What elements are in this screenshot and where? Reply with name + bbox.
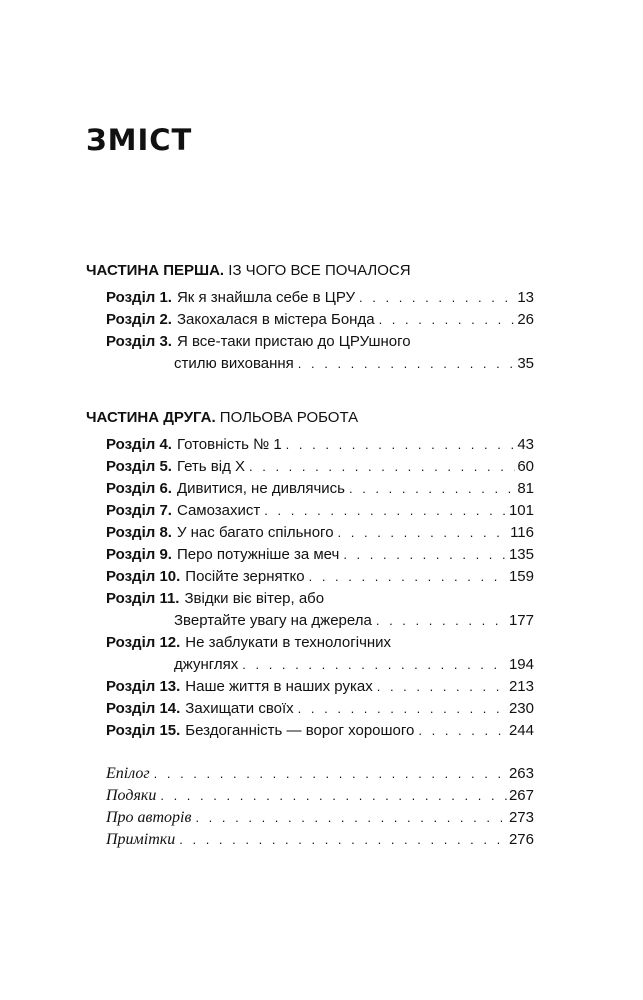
part-heading-number: ЧАСТИНА ПЕРША. bbox=[86, 262, 225, 279]
chapter-title: Дивитися, не дивлячись bbox=[176, 480, 345, 497]
dot-leader bbox=[298, 353, 516, 375]
dot-leader bbox=[349, 478, 515, 500]
chapter-label: Розділ 10. bbox=[106, 568, 181, 585]
page-number: 159 bbox=[508, 568, 534, 585]
part-heading bbox=[86, 261, 411, 281]
part-heading bbox=[86, 408, 358, 428]
chapter-title: Наше життя в наших руках bbox=[185, 678, 373, 695]
page-number: 244 bbox=[508, 722, 534, 739]
chapter-title: Звідки віє вітер, або bbox=[184, 590, 325, 607]
toc-entry[interactable] bbox=[106, 632, 534, 676]
toc-entry[interactable] bbox=[106, 309, 534, 331]
toc-entry-acknowledgements[interactable] bbox=[106, 785, 534, 807]
chapter-title: Самозахист bbox=[176, 502, 261, 519]
page-number: 60 bbox=[517, 458, 534, 475]
toc-entry-epilogue[interactable] bbox=[106, 763, 534, 785]
chapter-title: Захищати своїх bbox=[185, 700, 294, 717]
chapter-label: Розділ 13. bbox=[106, 678, 181, 695]
toc-entry[interactable] bbox=[106, 720, 534, 742]
page-number: 35 bbox=[517, 355, 534, 372]
dot-leader bbox=[249, 456, 515, 478]
part-heading-title: ПОЛЬОВА РОБОТА bbox=[215, 409, 359, 426]
dot-leader bbox=[154, 763, 507, 785]
dot-leader bbox=[160, 785, 507, 807]
page-number: 213 bbox=[508, 678, 534, 695]
page-number: 81 bbox=[517, 480, 534, 497]
dot-leader bbox=[195, 807, 507, 829]
back-matter-title: Примітки bbox=[106, 831, 176, 848]
dot-leader bbox=[359, 287, 515, 309]
back-matter-title: Про авторів bbox=[106, 809, 192, 826]
toc-entry[interactable] bbox=[106, 434, 534, 456]
part-heading-title: ІЗ ЧОГО ВСЕ ПОЧАЛОСЯ bbox=[224, 262, 411, 279]
toc-entry[interactable] bbox=[106, 588, 534, 632]
chapter-label: Розділ 1. bbox=[106, 289, 172, 306]
toc-entry[interactable] bbox=[106, 478, 534, 500]
chapter-title: У нас багато спільного bbox=[176, 524, 334, 541]
dot-leader bbox=[242, 654, 507, 676]
chapter-label: Розділ 14. bbox=[106, 700, 181, 717]
toc-entry[interactable] bbox=[106, 287, 534, 309]
page-number: 267 bbox=[508, 787, 534, 804]
chapter-label: Розділ 3. bbox=[106, 333, 172, 350]
dot-leader bbox=[343, 544, 507, 566]
chapter-title: Бездоганність — ворог хорошого bbox=[185, 722, 415, 739]
toc-entry[interactable] bbox=[106, 456, 534, 478]
chapter-title: Я все-таки пристаю до ЦРУшного bbox=[176, 333, 411, 350]
chapter-title-continued: джунглях bbox=[174, 656, 239, 673]
chapter-label: Розділ 15. bbox=[106, 722, 181, 739]
chapter-label: Розділ 12. bbox=[106, 634, 181, 651]
toc-entry[interactable] bbox=[106, 544, 534, 566]
chapter-label: Розділ 9. bbox=[106, 546, 172, 563]
dot-leader bbox=[377, 676, 507, 698]
toc-entry-notes[interactable] bbox=[106, 829, 534, 851]
page-number: 230 bbox=[508, 700, 534, 717]
toc-entry[interactable] bbox=[106, 698, 534, 720]
chapter-title: Закохалася в містера Бонда bbox=[176, 311, 375, 328]
chapter-label: Розділ 8. bbox=[106, 524, 172, 541]
back-matter-title: Подяки bbox=[106, 787, 157, 804]
chapter-label: Розділ 5. bbox=[106, 458, 172, 475]
chapter-title-continued: Звертайте увагу на джерела bbox=[174, 612, 372, 629]
toc-entry[interactable] bbox=[106, 500, 534, 522]
chapter-title: Не заблукати в технологічних bbox=[185, 634, 392, 651]
chapter-label: Розділ 4. bbox=[106, 436, 172, 453]
page-number: 135 bbox=[508, 546, 534, 563]
chapter-title: Готовність № 1 bbox=[176, 436, 282, 453]
page-number: 177 bbox=[508, 612, 534, 629]
page-number: 43 bbox=[517, 436, 534, 453]
page-number: 26 bbox=[517, 311, 534, 328]
page-number: 273 bbox=[508, 809, 534, 826]
page-title: ЗМІСТ bbox=[86, 123, 193, 157]
back-matter-title: Епілог bbox=[106, 765, 150, 782]
page-number: 101 bbox=[508, 502, 534, 519]
chapter-label: Розділ 6. bbox=[106, 480, 172, 497]
dot-leader bbox=[379, 309, 516, 331]
dot-leader bbox=[286, 434, 516, 456]
dot-leader bbox=[338, 522, 509, 544]
chapter-title: Перо потужніше за меч bbox=[176, 546, 340, 563]
chapter-label: Розділ 2. bbox=[106, 311, 172, 328]
chapter-title: Як я знайшла себе в ЦРУ bbox=[176, 289, 356, 306]
page-number: 13 bbox=[517, 289, 534, 306]
dot-leader bbox=[418, 720, 507, 742]
part-heading-number: ЧАСТИНА ДРУГА. bbox=[86, 409, 216, 426]
chapter-label: Розділ 7. bbox=[106, 502, 172, 519]
chapter-title-continued: стилю виховання bbox=[174, 355, 294, 372]
chapter-title: Посійте зернятко bbox=[185, 568, 305, 585]
dot-leader bbox=[309, 566, 507, 588]
page-number: 194 bbox=[508, 656, 534, 673]
chapter-title: Геть від Х bbox=[176, 458, 245, 475]
page-number: 116 bbox=[510, 524, 534, 541]
toc-entry-about-authors[interactable] bbox=[106, 807, 534, 829]
page-number: 276 bbox=[508, 831, 534, 848]
page-number: 263 bbox=[508, 765, 534, 782]
toc-entry[interactable] bbox=[106, 676, 534, 698]
toc-entry[interactable] bbox=[106, 522, 534, 544]
dot-leader bbox=[298, 698, 507, 720]
dot-leader bbox=[264, 500, 507, 522]
dot-leader bbox=[179, 829, 507, 851]
toc-entry[interactable] bbox=[106, 331, 534, 375]
dot-leader bbox=[376, 610, 507, 632]
toc-entry[interactable] bbox=[106, 566, 534, 588]
chapter-label: Розділ 11. bbox=[106, 590, 180, 607]
